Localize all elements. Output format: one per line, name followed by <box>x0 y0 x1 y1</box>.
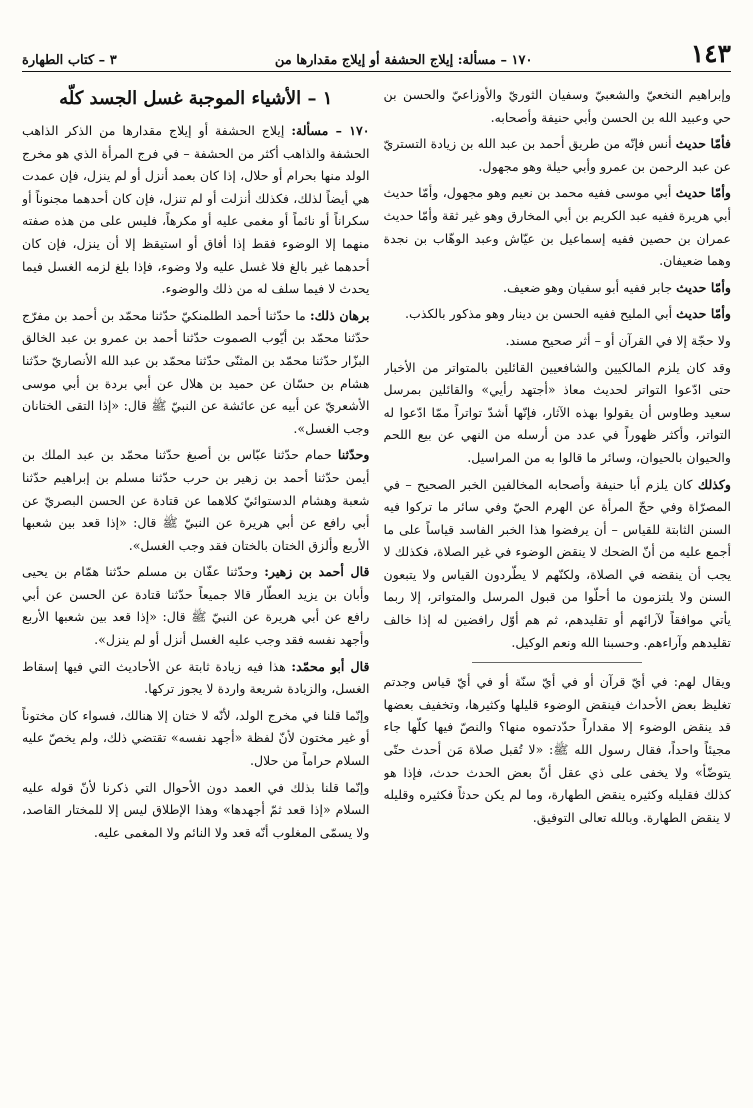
paragraph <box>384 303 732 326</box>
paragraph-text: وإبراهيم النخعيّ والشعبيّ وسفيان الثوريّ والأوزاعيّ والحسن بن حي وعبيد الله بن الحسن وأبي حنيفة وأصحابه. <box>383 87 731 125</box>
paragraph <box>384 182 732 272</box>
paragraph-text: حمام حدّثنا عبّاس بن أصبغ حدّثنا محمّد بن عبد الملك بن أيمن حدّثنا أحمد بن زهير بن حرب حدّثنا مسلم بن إبراهيم حدّثنا شعبة وهشام الدستوائيّ كلاهما عن قتادة عن الحسن البصريّ عن أبي رافع عن أبي هريرة عن النبيّ ﷺ قال: «إذا قعد بين شعبها الأربع وألزق الختان بالختان فقد وجب الغسل». <box>22 447 370 553</box>
right-column <box>384 84 732 1068</box>
paragraph-lead: فأمّا حديث <box>675 136 731 152</box>
paragraph-text: وقد كان يلزم المالكيين والشافعيين القائلين بالمتواتر من الأخبار حتى ادّعوا التواتر لحديث معاذ «أجتهد رأيي» والقائلين بمرسل سعيد وطاوس أن يقولوا بهذه الآثار، فإنّها أشدّ تواتراً ممّا ادّعوا له التواتر، وأكثر ظهوراً في عدد من أرسله من النهي عن بيع اللحم والحيوان بالحيوان، وسائر ما قالوا به من المراسيل. <box>383 359 731 465</box>
paragraph-text: وإنّما قلنا بذلك في العمد دون الأحوال التي ذكرنا لأنّ قوله عليه السلام «إذا قعد ثمّ أجهدها» وهذا الإطلاق ليس إلا للمختار القاصد، ولا يسمّى المغلوب أنّه قعد ولا النائم ولا المغمى عليه. <box>22 779 370 840</box>
paragraph-text: ويقال لهم: في أيّ قرآن أو في أيّ سنّة أو في أيّ قياس وجدتم تغليظ بعض الأحداث فينقض الوضوء قليلها وكثيرها، وتخفيف بعضها قد ينقض الوضوء إلا مقداراً حدّدتموه منها؟ والنصّ فيها كلّها جاء مجيئاً واحداً، فقال رسول الله ﷺ: «لا تُقبل صلاة مَن أحدث حتّى يتوضّأ» ولا يخفى على ذي عقل أنّ بعض الحدث حدث، فإذا هو كذلك فقليله وكثيره ينقض الطهارة، وما لم يكن حدثاً فكثيره وقليله لا ينقض الطهارة. وبالله تعالى التوفيق. <box>383 674 731 825</box>
page-header <box>22 38 731 72</box>
text-columns <box>22 84 731 1068</box>
paragraph-text: ما حدّثنا أحمد الطلمنكيّ حدّثنا محمّد بن أحمد بن مفرّج حدّثنا محمّد بن أيّوب الصموت حدّثنا أحمد بن عمرو بن عبد الخالق البزّار حدّثنا محمّد بن المثنّى حدّثنا محمّد بن عبد الله الأنصاريّ حدّثنا هشام بن حسّان عن حميد بن هلال عن أبي بردة بن أبي موسى الأشعريّ عن أبيه عن عائشة عن النبيّ ﷺ قال: «إذا التقى الختانان وجب الغسل». <box>22 307 370 436</box>
paragraph-lead: قال أحمد بن زهير: <box>264 564 370 580</box>
paragraph <box>22 561 370 651</box>
paragraph <box>22 777 370 845</box>
paragraph-text: جابر ففيه أبو سفيان وهو ضعيف. <box>502 279 677 295</box>
paragraph-lead: وكذلك <box>697 476 731 492</box>
paragraph <box>384 330 732 353</box>
paragraph-text: كان يلزم أبا حنيفة وأصحابه المخالفين الخبر الصحيح – في المصرّاة وفي حجّ المرأة عن الهرم الحيّ وفي سائر ما تركوا فيه السنن الثابتة للقياس – أن يرفضوا هذا الخبر الفاسد قياساً على ما أجمع عليه من أنّ الضحك لا ينقض الوضوء في غير الصلاة، فكذلك لا يجب أن ينقضه في الصلاة، ولكنّهم لا يطّردون القياس ولا يتبعون السنن ولا يلتزمون ما أحلّوا من قبول المرسل والمتواتر، إلا ربما يأتي موافقاً لآرائهم أو تقليدهم، ثم هم أوّل رافضين له إذا خالف تقليدهم وآراءهم. وحسبنا الله ونعم الوكيل. <box>383 476 731 650</box>
section-heading: ١ – الأشياء الموجبة غسل الجسد كلّه <box>59 88 333 109</box>
paragraph <box>22 120 370 301</box>
paragraph <box>22 444 370 557</box>
paragraph-text: وإنّما قلنا في مخرج الولد، لأنّه لا ختان إلا هنالك، فسواء كان مختوناً أو غير مختون لأنّ لفظة «أجهد نفسه» تقتضي ذلك، ولم يخصّ عليه السلام حراماً من حلال. <box>22 707 370 769</box>
book-title: ٣ – كتاب الطهارة <box>22 53 117 68</box>
paragraph-lead: ١٧٠ – مسألة: <box>291 123 370 138</box>
left-column <box>22 84 370 1068</box>
paragraph <box>384 671 732 829</box>
paragraph-text: هذا فيه زيادة ثابتة عن الأحاديث التي فيها إسقاط الغسل، والزيادة شريعة واردة لا يجوز تركها. <box>22 658 370 697</box>
paragraph-lead: وأمّا حديث <box>675 185 731 201</box>
paragraph-lead: وحدّثنا <box>337 447 370 463</box>
paragraph-text: أبي موسى ففيه محمد بن نعيم وهو مجهول، وأمّا حديث أبي هريرة ففيه عبد الكريم بن أبي المخارق وهو غير ثقة وأمّا حديث عمران بن حصين ففيه إسماعيل بن عيّاش وعبد الوهّاب بن نجدة وهما ضعيفان. <box>383 185 731 269</box>
paragraph-text: ولا حجّة إلا في القرآن أو – أثر صحيح مسند. <box>505 332 731 348</box>
paragraph <box>22 705 370 773</box>
paragraph <box>384 357 732 470</box>
paragraph <box>384 133 732 178</box>
paragraph-text: أنس فإنّه من طريق أحمد بن عبد الله بن زيادة التستريّ عن عبد الرحمن بن عمرو وأبي حيلة وهو مجهول. <box>383 136 731 174</box>
paragraph-text: إيلاج الحشفة أو إيلاج مقدارها من الذكر الذاهب الحشفة والذاهب أكثر من الحشفة – في فرج المرأة الذي هو مخرج الولد منها بحرام أو حلال، إذا كان بعمد أنزل أو لم ينزل، فإن عمدت هي أيضاً لذلك، فكذلك أنزلت أو لم تنزل، فإن كان أحدهما مجنوناً أو سكراناً أو نائماً أو مغمى عليه أو مكرهاً، فليس على من هذه صفته منهما إلا الوضوء فقط إذا أفاق أو استيقظ إلا أن ينزل، فإن كان أحدهما غير بالغ فلا غسل عليه ولا وضوء، فإذا بلغ لزمه الغسل فيما يحدث لا فيما سلف له من ذلك والوضوء. <box>22 123 370 297</box>
paragraph-text: وحدّثنا عفّان بن مسلم حدّثنا همّام بن يحيى وأبان بن يزيد العطّار قالا جميعاً حدّثنا قتادة عن الحسن عن أبي رافع عن أبي هريرة عن النبيّ ﷺ قال: «إذا قعد بين شعبها الأربع وأجهد نفسه فقد وجب عليه الغسل أنزل أو لم ينزل». <box>22 564 370 648</box>
paragraph <box>384 84 732 129</box>
paragraph-lead: برهان ذلك: <box>309 307 370 323</box>
paragraph <box>384 474 732 655</box>
paragraph <box>384 277 732 300</box>
paragraph-lead: وأمّا حديث <box>676 306 731 322</box>
running-title: ١٧٠ – مسألة: إيلاج الحشفة أو إيلاج مقدارها من <box>274 53 533 68</box>
paragraph <box>22 305 370 441</box>
section-divider <box>472 662 642 663</box>
paragraph-lead: وأمّا حديث <box>676 279 731 295</box>
paragraph <box>22 656 370 701</box>
page-number: ١٤٣ <box>690 39 731 68</box>
paragraph-text: أبي المليح ففيه الحسن بن دينار وهو مذكور بالكذب. <box>405 306 677 322</box>
paragraph-lead: قال أبو محمّد: <box>291 658 370 674</box>
